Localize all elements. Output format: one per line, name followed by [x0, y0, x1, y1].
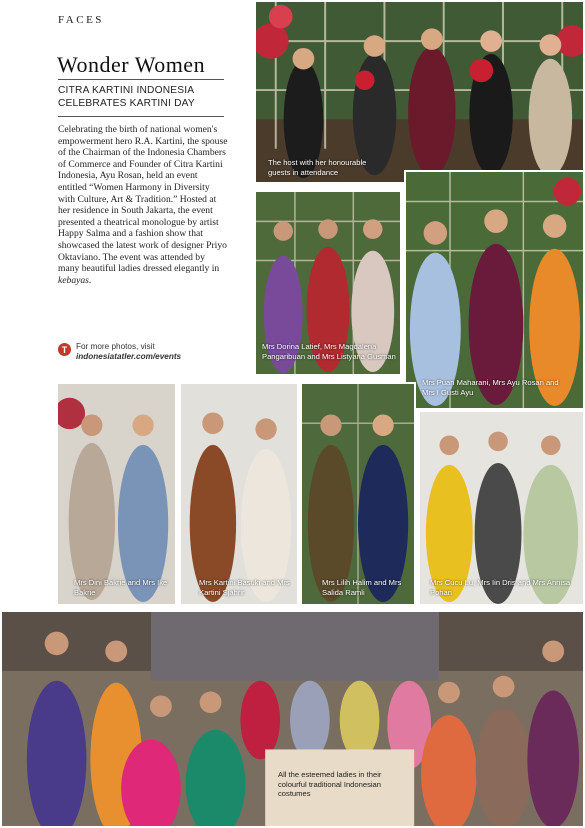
photo-bakrie: [56, 382, 177, 606]
article-body: Celebrating the birth of national women's empowerment hero R.A. Kartini, the spouse of the Chairman of the Indonesia Chambers of Commerce and Founder of Citra Kartini Indonesia, Ayu Rosan, held an event entitled “Women Harmony in Diversity with Culture, Art & Tradition.” Hosted at her residence in South Jakarta, the event presented a theatrical monologue by artist Happy Salma and a fashion show that showcased the latest work of designer Priyo Oktaviano. The event was attended by many beautiful ladies dressed elegantly in kebayas.: [58, 124, 228, 286]
title-rule-top: [58, 79, 224, 80]
caption-trio-bottom: Mrs Cucu Lu, Mrs Iin Dris and Mrs Annisa Pohan: [430, 578, 571, 597]
caption-halim-ramli: Mrs Lilih Halim and Mrs Salida Ramli: [322, 578, 402, 597]
photo-halim-ramli: [300, 382, 416, 606]
more-photos[interactable]: [58, 342, 238, 362]
more-photos-link[interactable]: indonesiatatler.com/events: [76, 352, 182, 361]
more-photos-label: For more photos, visit: [76, 342, 155, 351]
caption-group: All the esteemed ladies in their colourful traditional Indonesian costumes: [278, 770, 382, 799]
caption-kartini: Mrs Kartini Basuki and Mrs Kartini Sjahrir: [199, 578, 290, 597]
caption-host-guests: The host with her honourable guests in attendance: [268, 158, 367, 177]
photo-trio-left: [254, 190, 402, 376]
photo-host-guests: [254, 0, 585, 184]
caption-trio-left: Mrs Dorina Latief, Mrs Magdalena Pangaribuan and Mrs Listyana Gusman: [262, 342, 396, 361]
photo-kartini: [179, 382, 299, 606]
photo-group: [0, 610, 585, 828]
section-label: FACES: [58, 14, 104, 26]
article-subtitle: CITRA KARTINI INDONESIA CELEBRATES KARTINI DAY: [58, 85, 195, 109]
article-title: Wonder Women: [57, 52, 206, 77]
caption-bakrie: Mrs Dini Bakrie and Mrs Ike Bakrie: [74, 578, 168, 597]
title-rule-bottom: [58, 116, 224, 117]
photo-trio-right: [404, 170, 585, 410]
tatler-logo-icon: T: [58, 343, 71, 356]
caption-trio-right: Mrs Puan Maharani, Mrs Ayu Rosan and Mrs I Gusti Ayu: [422, 378, 559, 397]
photo-trio-bottom: [418, 410, 585, 606]
